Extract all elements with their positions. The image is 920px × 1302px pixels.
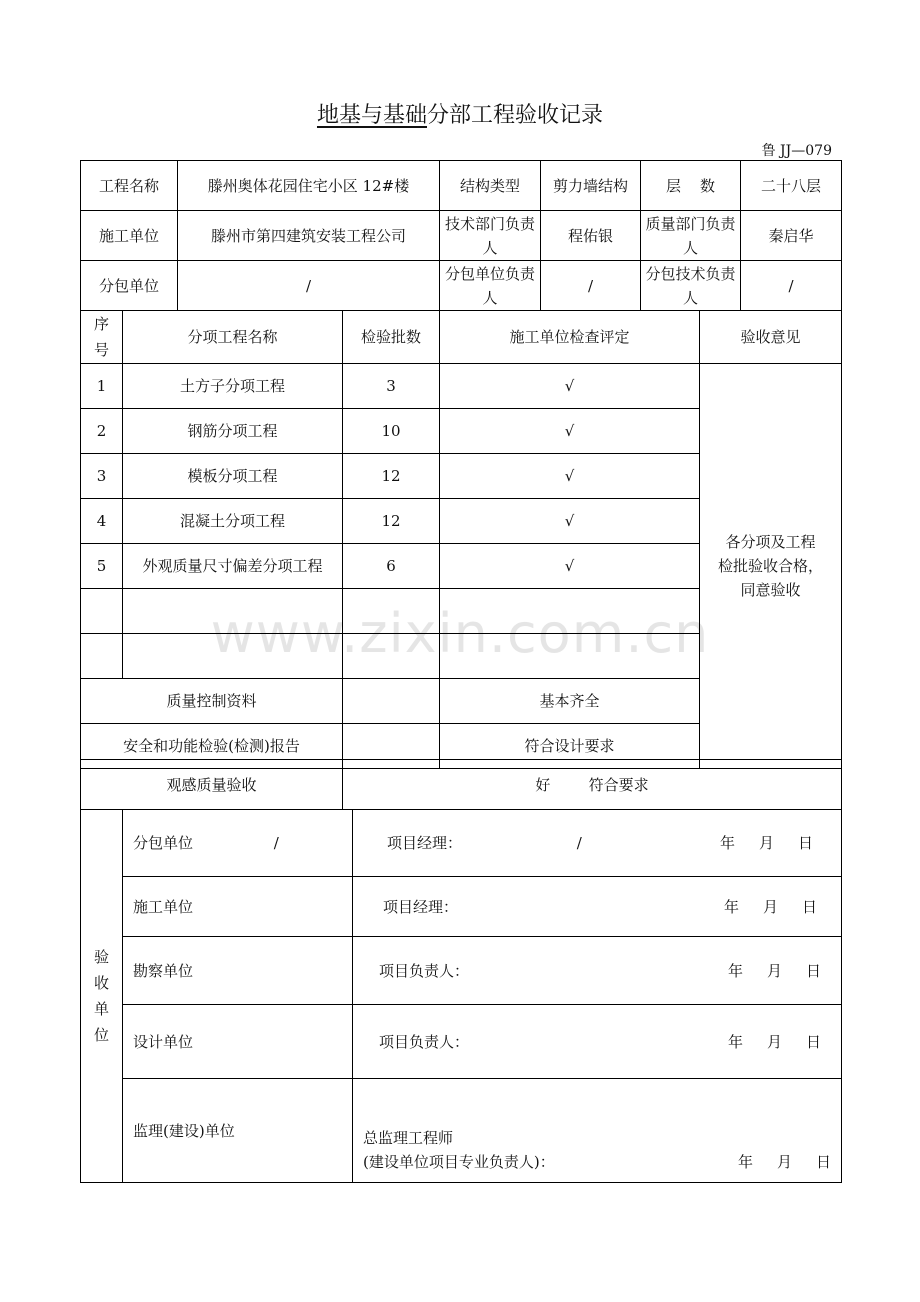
signature-role: 项目负责人： 年 月 日 [353, 1005, 842, 1079]
row-eval: √ [440, 409, 700, 454]
sub-head: / [541, 261, 641, 311]
signature-row [81, 810, 842, 877]
date-fields: 年 月 日 [727, 1032, 821, 1051]
signature-unit [123, 810, 353, 877]
row-name: 模板分项工程 [123, 454, 343, 499]
signature-role: 项目负责人： 年 月 日 [353, 937, 842, 1005]
row-name [123, 589, 343, 634]
row-no: 2 [81, 409, 123, 454]
form-code: 鲁 JJ—079 [761, 143, 832, 159]
quality-docs-label: 质量控制资料 [81, 679, 343, 724]
row-count: 3 [343, 364, 440, 409]
row-eval: √ [440, 454, 700, 499]
row-no: 3 [81, 454, 123, 499]
row-name [123, 634, 343, 679]
table-row [81, 364, 842, 409]
role-label: 项目经理： [387, 834, 463, 852]
floors-label: 层 数 [641, 161, 741, 211]
acceptance-section-label: 验收单位 [81, 810, 123, 1183]
row-count: 10 [343, 409, 440, 454]
structure-type: 剪力墙结构 [541, 161, 641, 211]
signature-row [81, 877, 842, 937]
signature-row [81, 937, 842, 1005]
header-table [80, 160, 842, 311]
row-no: 1 [81, 364, 123, 409]
date-fields: 年 月 日 [737, 1153, 831, 1171]
row-no [81, 589, 123, 634]
date-fields: 年 月 日 [719, 834, 813, 852]
row-eval [440, 634, 700, 679]
acceptance-opinion [700, 364, 842, 769]
project-name-label: 工程名称 [81, 161, 178, 211]
date-fields: 年 月 日 [727, 961, 821, 980]
subcontractor: / [178, 261, 440, 311]
quality-docs-blank [343, 679, 440, 724]
signature-unit: 设计单位 [123, 1005, 353, 1079]
col-header-name: 分项工程名称 [123, 311, 343, 364]
col-header-opinion: 验收意见 [700, 311, 842, 364]
sub-tech-head-label: 分包技术负责人 [641, 261, 741, 311]
date-fields: 年 月 日 [723, 897, 817, 916]
col-header-eval: 施工单位检查评定 [440, 311, 700, 364]
row-name: 钢筋分项工程 [123, 409, 343, 454]
contractor-label: 施工单位 [81, 211, 178, 261]
row-eval [440, 589, 700, 634]
subcontractor-label: 分包单位 [81, 261, 178, 311]
row-eval: √ [440, 544, 700, 589]
row-count: 12 [343, 454, 440, 499]
quality-head-label: 质量部门负责人 [641, 211, 741, 261]
acceptance-table [80, 809, 842, 1183]
row-no: 4 [81, 499, 123, 544]
floors: 二十八层 [741, 161, 842, 211]
col-header-count: 检验批数 [343, 311, 440, 364]
unit-value: / [273, 834, 279, 852]
safety-label: 安全和功能检验(检测)报告 [81, 724, 343, 769]
signature-role [353, 810, 842, 877]
structure-type-label: 结构类型 [440, 161, 541, 211]
tech-head: 程佑银 [541, 211, 641, 261]
row-no [81, 634, 123, 679]
row-eval: √ [440, 364, 700, 409]
signature-row [81, 1079, 842, 1183]
title-underlined: 地基与基础 [316, 103, 427, 128]
signature-row [81, 1005, 842, 1079]
row-name: 外观质量尺寸偏差分项工程 [123, 544, 343, 589]
signature-unit: 监理(建设)单位 [123, 1079, 353, 1183]
row-name: 混凝土分项工程 [123, 499, 343, 544]
tech-head-label: 技术部门负责人 [440, 211, 541, 261]
sub-head-label: 分包单位负责人 [440, 261, 541, 311]
contractor: 滕州市第四建筑安装工程公司 [178, 211, 440, 261]
unit-label: 分包单位 [133, 834, 194, 852]
signature-unit: 施工单位 [123, 877, 353, 937]
page-title [0, 98, 920, 129]
project-name: 滕州奥体花园住宅小区 12#楼 [178, 161, 440, 211]
row-name: 土方子分项工程 [123, 364, 343, 409]
opinion-line: 检批验收合格， [717, 557, 823, 575]
sub-tech-head: / [741, 261, 842, 311]
row-no: 5 [81, 544, 123, 589]
appearance-label: 观感质量验收 [81, 760, 343, 810]
safety-eval: 符合设计要求 [440, 724, 700, 769]
opinion-line: 各分项及工程 [725, 533, 816, 551]
col-header-no: 序号 [81, 311, 123, 364]
row-count: 12 [343, 499, 440, 544]
row-count [343, 634, 440, 679]
appearance-eval: 好 符合要求 [343, 760, 842, 810]
items-table [80, 310, 842, 769]
row-count [343, 589, 440, 634]
row-count: 6 [343, 544, 440, 589]
quality-head: 秦启华 [741, 211, 842, 261]
title-rest: 分部工程验收记录 [427, 103, 604, 128]
row-eval: √ [440, 499, 700, 544]
signature-unit: 勘察单位 [123, 937, 353, 1005]
signature-role: 项目经理： 年 月 日 [353, 877, 842, 937]
watermark: www.zixin.com.cn [210, 602, 710, 665]
quality-docs-eval: 基本齐全 [440, 679, 700, 724]
signature-role: 总监理工程师 (建设单位项目专业负责人)： 年 月 日 [353, 1079, 842, 1183]
appearance-table [80, 759, 842, 810]
role-value: / [576, 834, 582, 852]
opinion-line: 同意验收 [740, 581, 801, 599]
